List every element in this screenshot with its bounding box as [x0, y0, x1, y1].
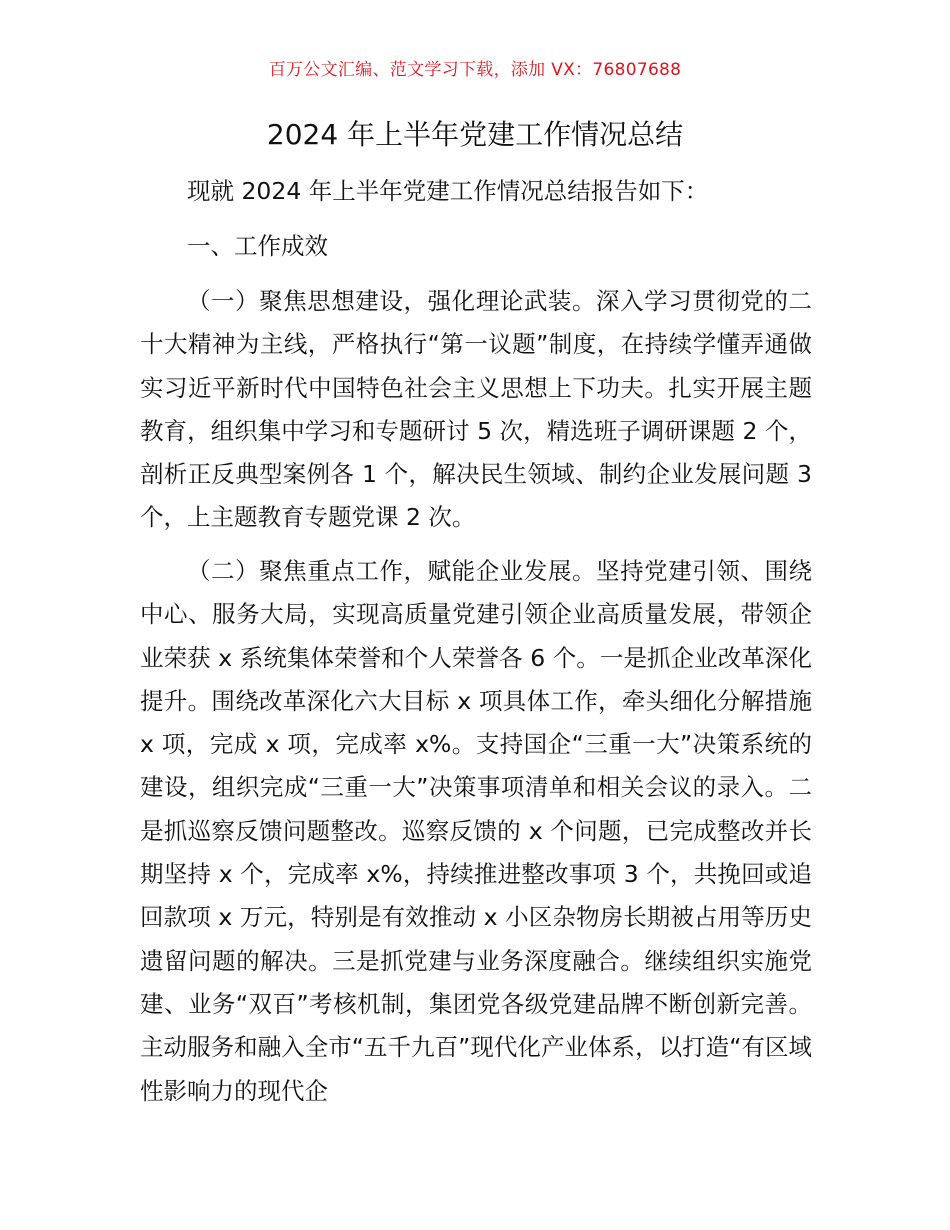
header-watermark-note: 百万公文汇编、范文学习下载，添加 VX：76807688 — [268, 60, 682, 80]
document-title: 2024 年上半年党建工作情况总结 — [266, 118, 684, 151]
body-paragraph-1: （一）聚焦思想建设，强化理论武装。深入学习贯彻党的二十大精神为主线，严格执行“第一议题”制度，在持续学懂弄通做实习近平新时代中国特色社会主义思想上下功夫。扎实开展主题教育，组织集中学习和专题研讨 5 次，精选班子调研课题 2 个，剖析正反典型案例各 1 个，解决民生领域、制约企业发展问题 3 个，上主题教育专题党课 2 次。 — [140, 287, 812, 532]
section-heading: 一、工作成效 — [187, 232, 328, 260]
intro-paragraph: 现就 2024 年上半年党建工作情况总结报告如下： — [187, 177, 709, 205]
body-paragraph-2: （二）聚焦重点工作，赋能企业发展。坚持党建引领、围绕中心、服务大局，实现高质量党建引领企业高质量发展，带领企业荣获 x 系统集体荣誉和个人荣誉各 6 个。一是抓企业改革深化提升。围绕改革深化六大目标 x 项具体工作，牵头细化分解措施 x 项，完成 x 项，完成率 x%。支持国企“三重一大”决策系统的建设，组织完成“三重一大”决策事项清单和相关会议的录入。二是抓巡察反馈问题整改。巡察反馈的 x 个问题，已完成整改并长期坚持 x 个，完成率 x%，持续推进整改事项 3 个，共挽回或追回款项 x 万元，特别是有效推动 x 小区杂物房长期被占用等历史遗留问题的解决。三是抓党建与业务深度融合。继续组织实施党建、业务“双百”考核机制，集团党各级党建品牌不断创新完善。主动服务和融入全市“五千九百”现代化产业体系，以打造“有区域性影响力的现代企 — [140, 557, 812, 1105]
